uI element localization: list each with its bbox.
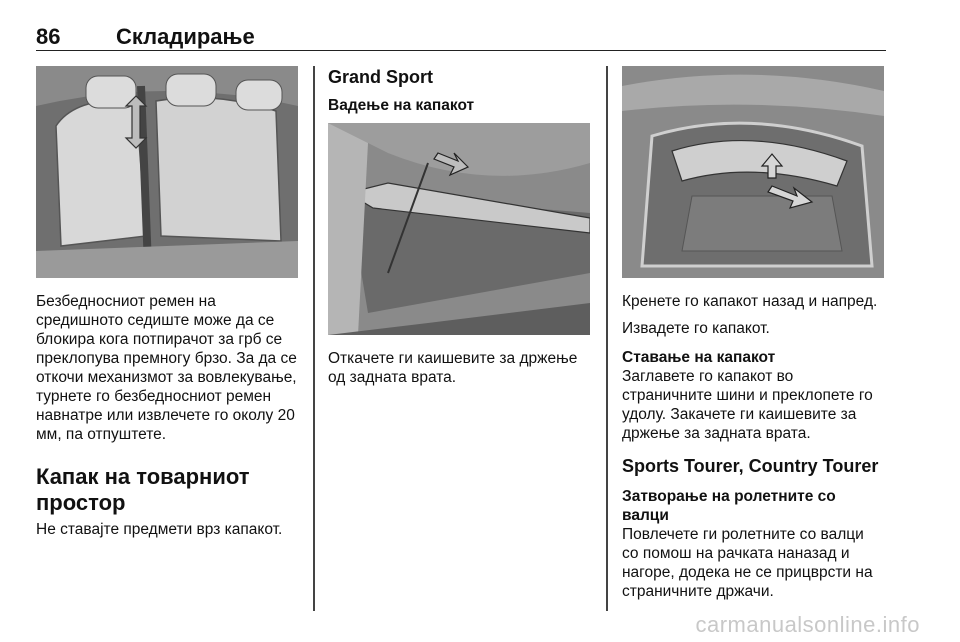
- remove-cover-text: Извадете го капакот.: [622, 320, 770, 337]
- column-1: [36, 66, 298, 539]
- removing-cover-heading: Вадење на капакот: [328, 97, 475, 114]
- lift-cover-text: Кренете го капакот назад и напред.: [622, 293, 878, 310]
- cargo-cover-heading: Капак на товарниот простор: [36, 464, 250, 515]
- watermark: carmanualsonline.info: [695, 612, 920, 637]
- closing-roller-blinds-heading: Затворање на ролетните со валци: [622, 488, 836, 524]
- cover-removal-figure: [328, 123, 590, 335]
- belt-note-text: Безбедносниот ремен на средишното седиште може да се блокира кога потпирачот за грб се преклопува премногу брзо. За да се откочи механизмот за вовлекување, турнете го безбедносниот ремен навнатре или извлечете го околу 20 мм, па отпуштете.: [36, 293, 297, 443]
- unhook-straps-text: Откачете ги каишевите за држење од задната врата.: [328, 350, 578, 386]
- column-divider: [606, 66, 608, 611]
- column-2: [328, 66, 590, 387]
- installing-cover-heading: Ставање на капакот: [622, 349, 776, 366]
- grand-sport-heading: Grand Sport: [328, 67, 434, 87]
- page-header: [36, 18, 886, 51]
- column-divider: [313, 66, 315, 611]
- install-cover-text: Заглавете го капакот во страничните шини и преклопете го удолу. Закачете ги каишевите за држење за задната врата.: [622, 368, 873, 442]
- cover-lift-figure: [622, 66, 884, 278]
- sports-tourer-heading: Sports Tourer, Country Tourer: [622, 456, 879, 476]
- cargo-cover-note: Не ставајте предмети врз капакот.: [36, 521, 283, 538]
- column-3: [622, 66, 884, 601]
- page-number: 86: [36, 24, 61, 49]
- section-title: Складирање: [116, 24, 255, 49]
- rear-seat-figure: [36, 66, 298, 278]
- roller-blinds-text: Повлечете ги ролетните со валци со помош на рачката наназад и нагоре, додека не се прицврсти на страничните држачи.: [622, 526, 873, 600]
